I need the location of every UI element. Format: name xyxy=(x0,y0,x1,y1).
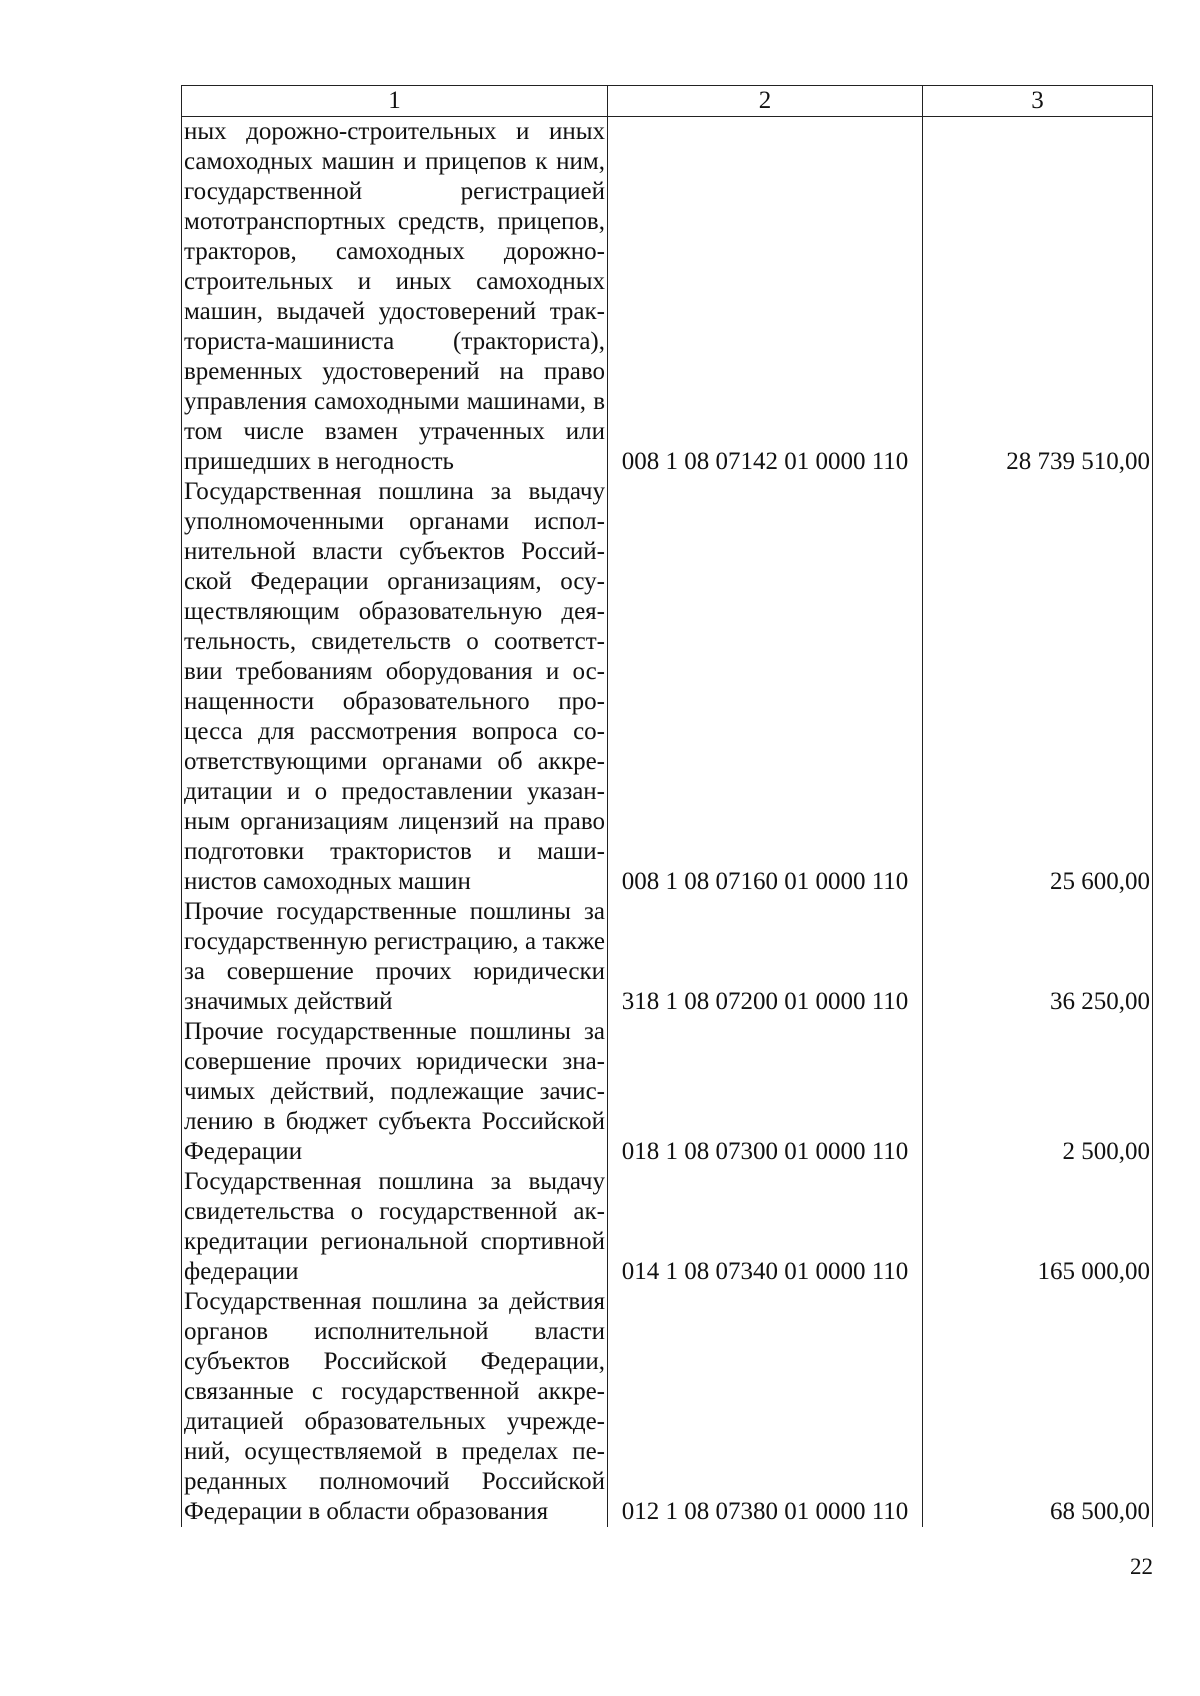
row-amount-cell: 28 739 510,00 xyxy=(923,117,1153,478)
row-name-cell: Прочие государственные пошлины за совершение прочих юридически значимых действий, подлежащие зачислению в бюджет субъекта Российской Федерации xyxy=(182,1017,608,1167)
table-header xyxy=(182,86,1153,117)
row-name-cell: Прочие государственные пошлины за государственную регистрацию, а также за совершение прочих юридически значимых действий xyxy=(182,897,608,1017)
table-row xyxy=(182,117,1153,478)
row-name-cell: Государственная пошлина за выдачу уполномоченными органами исполнительной власти субъектов Российской Федерации организациям, осуществляющим образовательную деятельность, свидетельств о соответствии требованиям оборудования и оснащенности образовательного процесса для рассмотрения вопроса соответствующими органами об аккредитации и о предоставлении указанным организациям лицензий на право подготовки трактористов и машинистов самоходных машин xyxy=(182,477,608,897)
row-code-cell: 018 1 08 07300 01 0000 110 xyxy=(608,1017,923,1167)
row-amount-cell: 36 250,00 xyxy=(923,897,1153,1017)
row-code-cell: 008 1 08 07142 01 0000 110 xyxy=(608,117,923,478)
table-body xyxy=(182,117,1153,1528)
revenue-table xyxy=(181,85,1153,1527)
column-header-name: 1 xyxy=(182,86,608,117)
row-name-cell: Государственная пошлина за выдачу свидетельства о государственной аккредитации региональной спортивной федерации xyxy=(182,1167,608,1287)
table-row xyxy=(182,477,1153,897)
row-amount-cell: 25 600,00 xyxy=(923,477,1153,897)
row-amount-cell: 2 500,00 xyxy=(923,1017,1153,1167)
table-row xyxy=(182,1017,1153,1167)
page-number: 22 xyxy=(1130,1554,1153,1579)
row-code-cell: 012 1 08 07380 01 0000 110 xyxy=(608,1287,923,1527)
header-row xyxy=(182,86,1153,117)
row-code-cell: 008 1 08 07160 01 0000 110 xyxy=(608,477,923,897)
row-amount-cell: 165 000,00 xyxy=(923,1167,1153,1287)
row-code-cell: 014 1 08 07340 01 0000 110 xyxy=(608,1167,923,1287)
row-amount-cell: 68 500,00 xyxy=(923,1287,1153,1527)
row-name-cell: ных дорожно-строительных и иных самоходных машин и прицепов к ним, государственной регистрацией мототранспортных средств, прицепов, тракторов, самоходных дорожно-строительных и иных самоходных машин, выдачей удостоверений тракториста-машиниста (тракториста), временных удостоверений на право управления самоходными машинами, в том числе взамен утраченных или пришедших в негодность xyxy=(182,117,608,478)
row-code-cell: 318 1 08 07200 01 0000 110 xyxy=(608,897,923,1017)
table-row xyxy=(182,1167,1153,1287)
row-name-cell: Государственная пошлина за действия органов исполнительной власти субъектов Российской Федерации, связанные с государственной аккредитацией образовательных учреждений, осуществляемой в пределах переданных полномочий Российской Федерации в области образования xyxy=(182,1287,608,1527)
table-row xyxy=(182,897,1153,1017)
column-header-code: 2 xyxy=(608,86,923,117)
table-row xyxy=(182,1287,1153,1527)
column-header-amount: 3 xyxy=(923,86,1153,117)
